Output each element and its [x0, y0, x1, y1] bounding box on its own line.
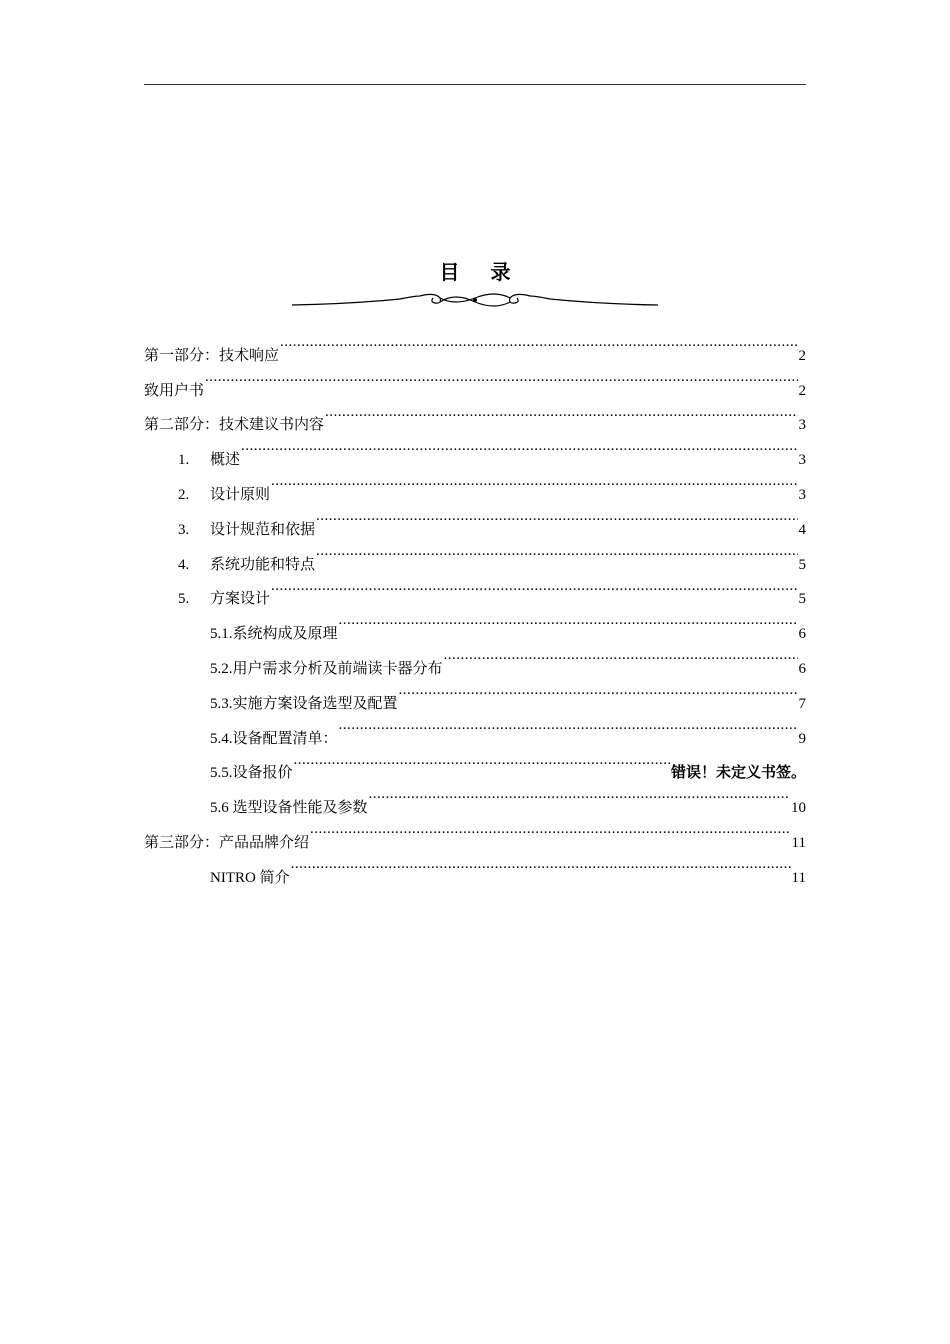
- dot-leader: [444, 638, 798, 673]
- dot-leader: [310, 812, 791, 847]
- toc-entry-label: 5.1.系统构成及原理: [210, 626, 338, 643]
- toc-entry-page: 6: [798, 660, 806, 677]
- toc-entry-page: 3: [798, 486, 806, 503]
- toc-entry-label: 第一部分：技术响应: [144, 347, 280, 364]
- header-rule: [144, 84, 806, 85]
- dot-leader: [339, 708, 798, 743]
- toc-entry-label: NITRO 简介: [210, 869, 290, 886]
- toc-entry-page: 3: [798, 417, 806, 434]
- toc-entry-label: 第二部分：技术建议书内容: [144, 417, 325, 434]
- toc-entry-number: 1.: [178, 452, 190, 469]
- dot-leader: [291, 847, 791, 882]
- toc-entry-label: 设计原则: [210, 486, 271, 503]
- toc-entry-page: 2: [798, 382, 806, 399]
- dot-leader: [271, 464, 797, 499]
- toc-entry[interactable]: [144, 325, 806, 364]
- toc-entry-label: 设计规范和依据: [210, 521, 316, 538]
- toc-entry-label: 5.4.设备配置清单：: [210, 730, 338, 747]
- toc-entry-page: 7: [798, 695, 806, 712]
- toc-title: 目 录: [439, 260, 523, 284]
- toc-entry-label: 第三部分：产品品牌介绍: [144, 834, 310, 851]
- toc-entry-label: 5.5.设备报价: [210, 765, 293, 782]
- dot-leader: [316, 534, 797, 569]
- dot-leader: [325, 395, 797, 430]
- toc-entry[interactable]: [144, 464, 806, 503]
- toc-entry-page: 9: [798, 730, 806, 747]
- toc-entry-label: 5.6 选型设备性能及参数: [210, 800, 368, 817]
- toc-entry-label: 5.3.实施方案设备选型及配置: [210, 695, 398, 712]
- toc-entry-error-text: 错误！未定义书签。: [670, 763, 806, 782]
- dot-leader: [280, 325, 797, 360]
- toc-entry-page: 4: [798, 521, 806, 538]
- toc-entry-label: 5.2.用户需求分析及前端读卡器分布: [210, 660, 443, 677]
- toc-entry-page: 3: [798, 452, 806, 469]
- dot-leader: [369, 777, 790, 812]
- toc-entry-page: 11: [791, 869, 806, 886]
- toc-entry[interactable]: [144, 360, 806, 399]
- dot-leader: [339, 603, 798, 638]
- toc-entry-label: 系统功能和特点: [210, 556, 316, 573]
- toc-entry-page: 6: [798, 626, 806, 643]
- toc-entry-page: 5: [798, 556, 806, 573]
- toc-entry-page: 11: [791, 834, 806, 851]
- dot-leader: [294, 743, 670, 778]
- toc-entry[interactable]: [144, 429, 806, 469]
- toc-entry-page: 10: [791, 800, 806, 817]
- decorative-flourish: [290, 290, 660, 312]
- toc-entry-page: 5: [798, 591, 806, 608]
- toc-entry-page: 2: [798, 347, 806, 364]
- toc-entry-label: 致用户书: [144, 382, 205, 399]
- dot-leader: [205, 360, 797, 395]
- dot-leader: [316, 499, 797, 534]
- table-of-contents: [144, 325, 806, 886]
- dot-leader: [271, 569, 797, 604]
- toc-entry[interactable]: [144, 395, 806, 434]
- toc-entry-label: 方案设计: [210, 591, 271, 608]
- toc-entry-label: 概述: [210, 452, 241, 469]
- toc-entry-number: 5.: [178, 591, 190, 608]
- toc-entry-number: 4.: [178, 556, 190, 573]
- dot-leader: [399, 673, 798, 708]
- toc-entry-number: 3.: [178, 521, 190, 538]
- dot-leader: [241, 429, 797, 464]
- toc-entry-number: 2.: [178, 486, 190, 503]
